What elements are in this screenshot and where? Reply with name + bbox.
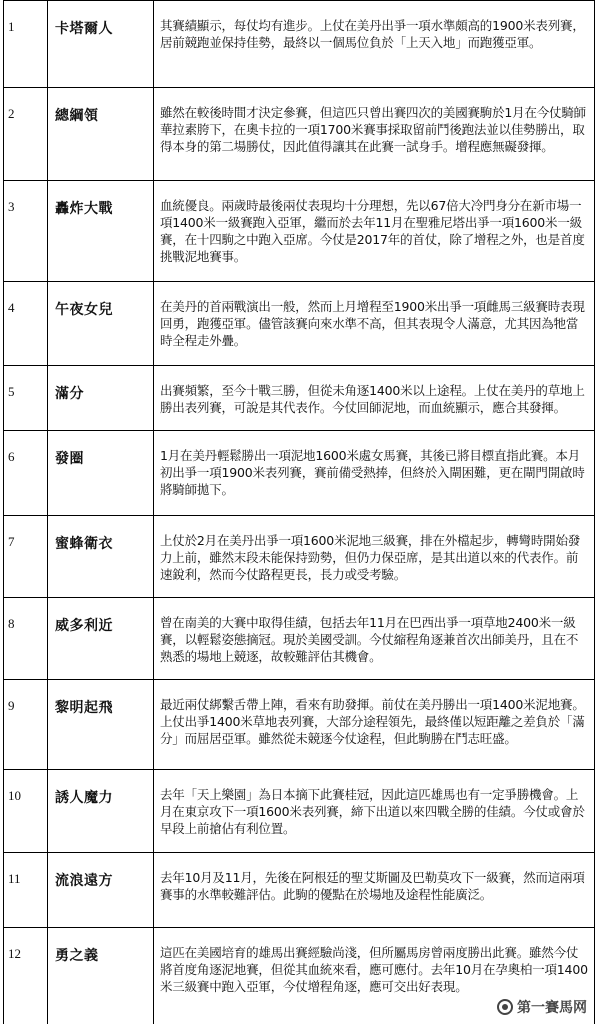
horse-comment: 曾在南美的大賽中取得佳績，包括去年11月在巴西出爭一項草地2400米一級賽，以輕鬆姿態摘冠。現於美國受訓。今仗縮程角逐兼首次出師美丹，且在不熟悉的場地上競逐，故較難評估其機會。 bbox=[160, 615, 579, 664]
table-row bbox=[4, 180, 594, 281]
horse-name: 午夜女兒 bbox=[55, 302, 113, 318]
table-row bbox=[4, 679, 594, 769]
horse-name: 黎明起飛 bbox=[55, 700, 113, 716]
horse-number: 1 bbox=[8, 19, 15, 34]
horse-name: 總綱領 bbox=[55, 108, 99, 124]
horse-name: 蜜蜂衛衣 bbox=[55, 536, 113, 552]
horse-comment: 在美丹的首兩戰演出一般，然而上月增程至1900米出爭一項雌馬三級賽時表現回勇，跑獲亞軍。儘管該賽向來水準不高，但其表現令人滿意，尤其因為牠當時全程走外疊。 bbox=[160, 299, 585, 348]
table-row bbox=[4, 87, 594, 180]
horse-comment: 出賽頻繁，至今十戰三勝，但從未角逐1400米以上途程。上仗在美丹的草地上勝出表列賽，可說是其代表作。今仗回師泥地，而血統顯示，應合其發揮。 bbox=[160, 383, 585, 415]
table-row bbox=[4, 281, 594, 365]
watermark-text: 第一賽馬网 bbox=[517, 1000, 587, 1016]
horse-name: 滿分 bbox=[55, 386, 84, 402]
horse-comment: 去年10月及11月，先後在阿根廷的聖艾斯圖及巴勒莫攻下一級賽，然而這兩項賽事的水準較難評估。此駒的優點在於場地及途程性能廣泛。 bbox=[160, 870, 585, 902]
horse-number: 2 bbox=[8, 106, 15, 121]
horse-number: 4 bbox=[8, 300, 15, 315]
table-row bbox=[4, 515, 594, 597]
horse-number: 12 bbox=[8, 946, 21, 961]
horse-comment: 去年「天上樂園」為日本摘下此賽桂冠，因此這匹雄馬也有一定爭勝機會。上月在東京攻下一項1600米表列賽，締下出道以來四戰全勝的佳績。今仗或會於早段上前搶佔有利位置。 bbox=[160, 787, 585, 836]
horse-number: 6 bbox=[8, 449, 15, 464]
source-watermark bbox=[494, 996, 590, 1018]
table-row bbox=[4, 597, 594, 679]
table-row bbox=[4, 0, 594, 87]
horse-comment: 最近兩仗綁繫舌帶上陣，看來有助發揮。前仗在美丹勝出一項1400米泥地賽。上仗出爭1400米草地表列賽，大部分途程領先，最終僅以短距離之差負於「滿分」而屈居亞軍。雖然從未競逐今仗途程，但此駒勝在鬥志旺盛。 bbox=[160, 697, 585, 746]
wechat-icon bbox=[497, 999, 513, 1015]
horse-comment: 這匹在美國培育的雄馬出賽經驗尚淺，但所屬馬房曾兩度勝出此賽。雖然今仗將首度角逐泥地賽，但從其血統來看，應可應付。去年10月在孕奧柏一項1400米三級賽中跑入亞軍，今仗增程角逐，應可交出好表現。 bbox=[160, 945, 588, 994]
horse-number: 8 bbox=[8, 616, 15, 631]
table-row bbox=[4, 365, 594, 430]
horse-number: 3 bbox=[8, 199, 15, 214]
horse-number: 10 bbox=[8, 788, 21, 803]
horse-name: 勇之義 bbox=[55, 948, 99, 964]
horse-name: 威多利近 bbox=[55, 618, 113, 634]
table-row bbox=[4, 769, 594, 852]
horse-comment: 其賽績顯示，每仗均有進步。上仗在美丹出爭一項水準頗高的1900米表列賽，居前競跑並保持佳勢，最終以一個馬位負於「上天入地」而跑獲亞軍。 bbox=[160, 18, 585, 50]
horse-number: 5 bbox=[8, 384, 15, 399]
horse-number: 7 bbox=[8, 534, 15, 549]
horse-comment: 血統優良。兩歲時最後兩仗表現均十分理想，先以67倍大冷門身分在新市場一項1400米一級賽跑入亞軍，繼而於去年11月在聖雅尼塔出爭一項1600米一級賽，在十四駒之中跑入亞席。今仗是2017年的首仗，除了增程之外，也是首度挑戰泥地賽事。 bbox=[160, 198, 585, 264]
horse-comment: 1月在美丹輕鬆勝出一項泥地1600米處女馬賽，其後已將目標直指此賽。本月初出爭一項1900米表列賽，賽前備受熱捧，但終於入閘困難，更在閘門開啟時將騎師拋下。 bbox=[160, 448, 585, 497]
horse-number: 9 bbox=[8, 698, 15, 713]
horse-name: 誘人魔力 bbox=[55, 790, 113, 806]
horse-number: 11 bbox=[8, 871, 21, 886]
horse-name: 轟炸大戰 bbox=[55, 201, 113, 217]
horse-comment: 上仗於2月在美丹出爭一項1600米泥地三級賽，排在外檔起步，轉彎時開始發力上前，雖然末段未能保持勁勢，但仍力保亞席，是其出道以來的代表作。前速銳利，然而今仗路程更長，長力或受考驗。 bbox=[160, 533, 581, 582]
race-preview-table bbox=[3, 0, 595, 1024]
horse-name: 流浪遠方 bbox=[55, 873, 113, 889]
table-row bbox=[4, 852, 594, 927]
horse-comment: 雖然在較後時間才決定參賽，但這匹只曾出賽四次的美國賽駒於1月在今仗騎師華拉素胯下，在奧卡拉的一項1700米賽事採取留前鬥後跑法並以佳勢勝出，取得本身的第二場勝仗，因此值得讓其在此賽一試身手。增程應無礙發揮。 bbox=[160, 105, 586, 154]
table-row bbox=[4, 430, 594, 515]
horse-name: 卡塔爾人 bbox=[55, 21, 113, 37]
horse-name: 發圈 bbox=[55, 451, 84, 467]
